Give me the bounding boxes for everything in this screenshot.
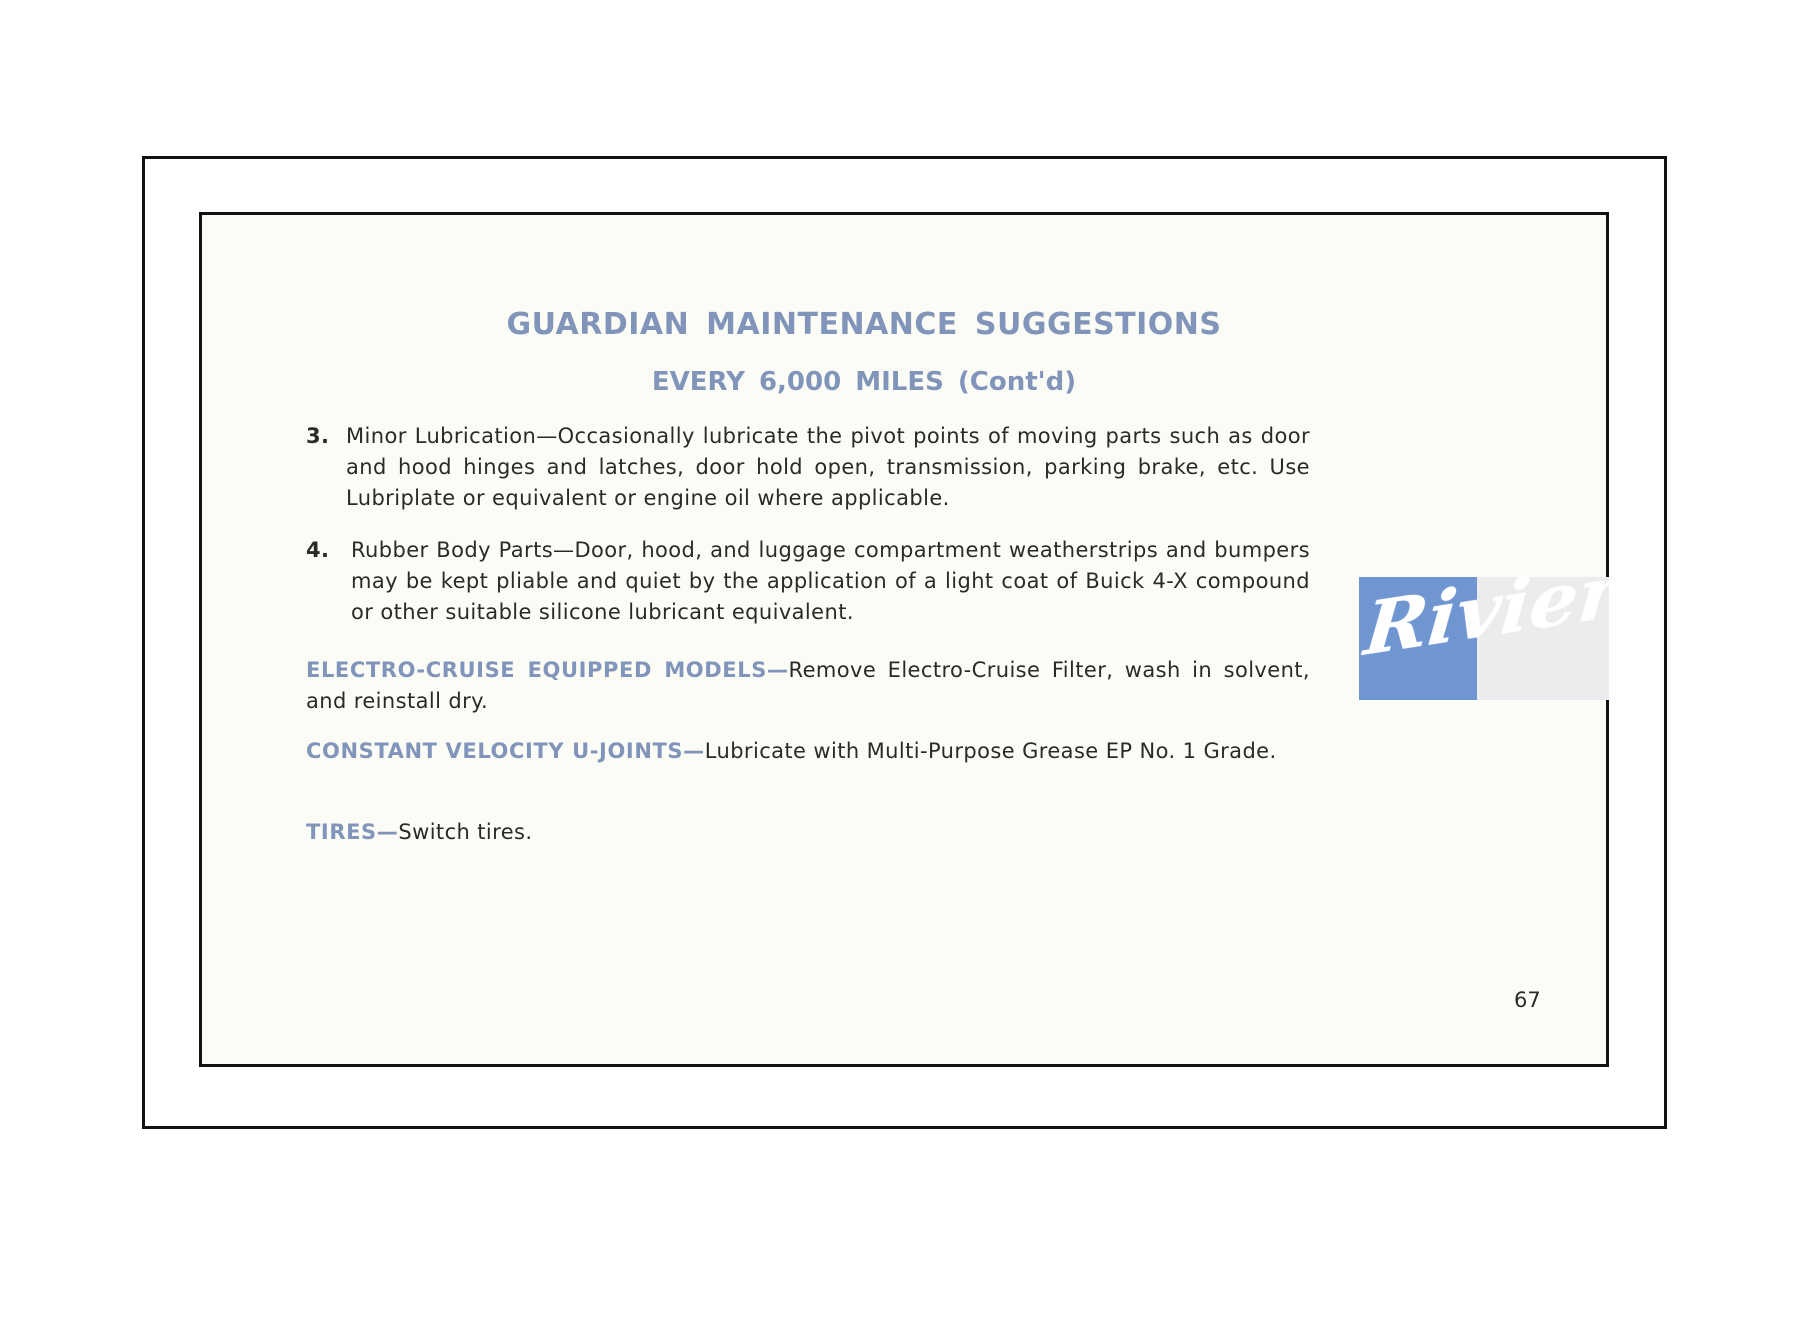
item-number: 4. bbox=[306, 538, 330, 562]
manual-page bbox=[199, 212, 1672, 1067]
section-text: Remove Electro-Cruise Filter, wash in solvent, and reinstall dry. bbox=[306, 658, 1310, 713]
list-item bbox=[306, 535, 1310, 628]
item-number: 3. bbox=[306, 424, 330, 448]
page-number: 67 bbox=[1514, 988, 1541, 1012]
section-electro-cruise bbox=[306, 655, 1310, 717]
page-title: GUARDIAN MAINTENANCE SUGGESTIONS bbox=[506, 307, 1222, 342]
section-tires bbox=[306, 817, 1310, 848]
section-heading: ELECTRO-CRUISE EQUIPPED MODELS— bbox=[306, 658, 789, 682]
page-subtitle: EVERY 6,000 MILES (Cont'd) bbox=[651, 367, 1077, 397]
section-text: Lubricate with Multi-Purpose Grease EP No. 1 Grade. bbox=[704, 739, 1277, 763]
list-item bbox=[306, 421, 1310, 514]
logo-script: Riviera bbox=[1361, 541, 1672, 673]
section-constant-velocity bbox=[306, 736, 1310, 767]
section-heading: TIRES— bbox=[306, 820, 399, 844]
riviera-logo bbox=[1359, 541, 1672, 700]
section-heading: CONSTANT VELOCITY U-JOINTS— bbox=[306, 739, 705, 763]
item-text: Minor Lubrication—Occasionally lubricate the pivot points of moving parts such as door and hood hinges and latches, door hold open, transmission, parking brake, etc. Use Lubriplate or equivalent or engine oil where applicable. bbox=[346, 424, 1310, 510]
item-text: Rubber Body Parts—Door, hood, and luggage compartment weatherstrips and bumpers may be kept pliable and quiet by the application of a light coat of Buick 4-X compound or other suitable silicone lubricant equivalent. bbox=[351, 538, 1310, 624]
section-text: Switch tires. bbox=[398, 820, 533, 844]
